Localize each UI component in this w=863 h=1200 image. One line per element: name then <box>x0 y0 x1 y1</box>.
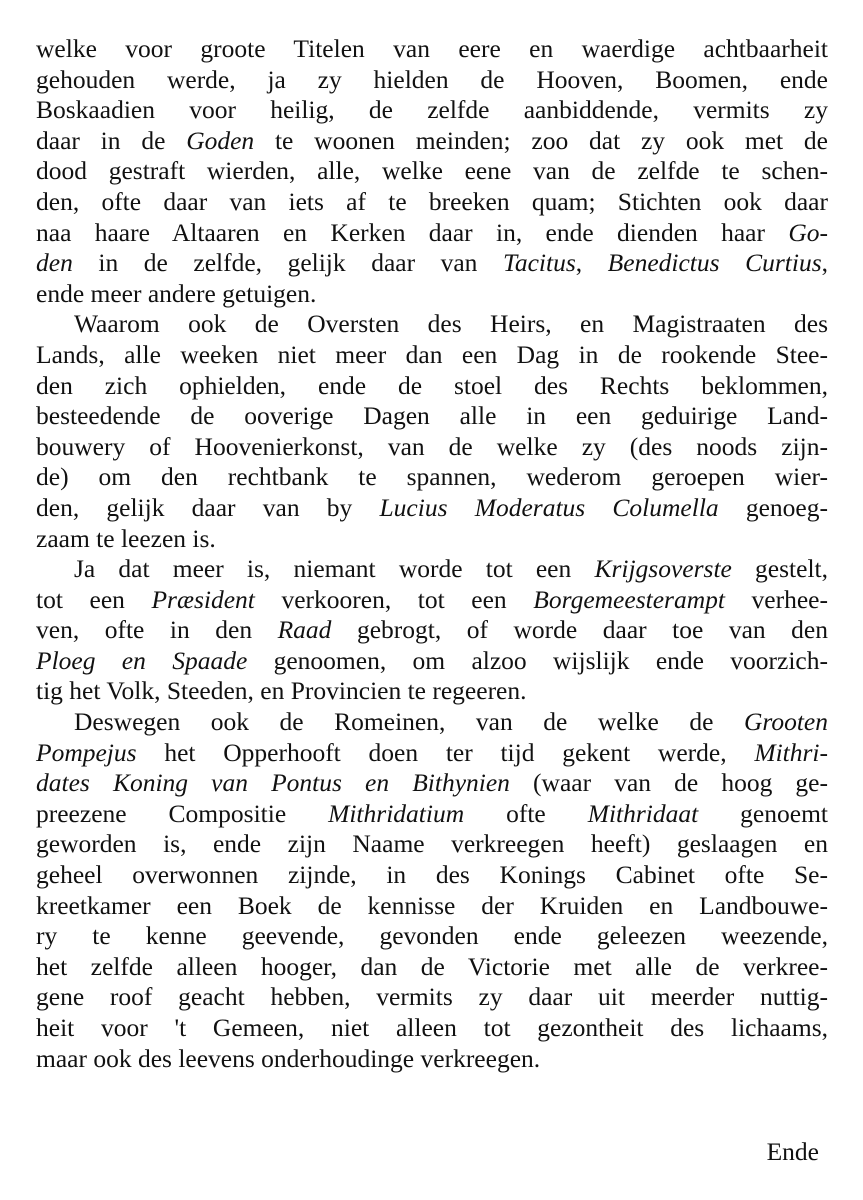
text-line <box>36 891 828 922</box>
text-segment: den, ofte daar van iets af te breeken quam; Stichten ook daar <box>36 186 828 216</box>
text-line <box>36 309 828 340</box>
text-line <box>36 860 828 891</box>
text-segment: in de zelfde, gelijk daar van <box>72 248 503 278</box>
text-segment: verhee- <box>724 584 828 614</box>
text-segment: gestelt, <box>731 554 828 584</box>
catchword: Ende <box>766 1137 819 1166</box>
text-segment: (waar van de hoog ge- <box>509 768 828 798</box>
text-segment: gene roof geacht hebben, vermits zy daar uit meerder nuttig- <box>36 982 828 1012</box>
italic-text: Mithridatium <box>328 798 465 828</box>
italic-text: Lucius Moderatus Columella <box>379 492 719 522</box>
text-segment: het zelfde alleen hooger, dan de Victorie met alle de verkree- <box>36 951 828 981</box>
text-line <box>36 554 828 585</box>
text-line <box>36 248 828 279</box>
text-segment: genoeg- <box>718 492 828 522</box>
text-line <box>36 156 828 187</box>
italic-text: Goden <box>186 125 255 155</box>
text-segment: ofte <box>464 798 588 828</box>
italic-text: Krijgsoverste <box>594 554 732 584</box>
text-line <box>36 768 828 799</box>
text-segment: gehouden werde, ja zy hielden de Hooven, Boomen, ende <box>36 64 828 94</box>
italic-text: Pompejus <box>36 737 137 767</box>
text-line <box>36 218 828 249</box>
text-line <box>36 279 828 310</box>
text-line <box>36 646 828 677</box>
italic-text: Benedictus Curtius <box>607 248 822 278</box>
text-segment: Ja dat meer is, niemant worde tot een <box>74 554 595 584</box>
italic-text: Borgemeesterampt <box>533 584 725 614</box>
text-line <box>36 799 828 830</box>
body-text <box>36 34 828 1074</box>
text-segment: geheel overwonnen zijnde, in des Konings Cabinet ofte Se- <box>36 860 828 890</box>
text-segment: Lands, alle weeken niet meer dan een Dag in de rookende Stee- <box>36 339 828 369</box>
text-segment: naa haare Altaaren en Kerken daar in, ende dienden haar <box>36 217 789 247</box>
text-segment: welke voor groote Titelen van eere en waerdige achtbaarheit <box>36 34 828 63</box>
text-segment: dood gestraft wierden, alle, welke eene van de zelfde te schen- <box>36 156 828 186</box>
italic-text: den <box>36 248 73 278</box>
text-segment: verkooren, tot een <box>254 584 534 614</box>
italic-text: dates Koning van Pontus en Bithynien <box>36 768 510 798</box>
text-line <box>36 340 828 371</box>
text-segment: den, gelijk daar van by <box>36 492 380 522</box>
text-line <box>36 34 828 65</box>
text-segment: Deswegen ook de Romeinen, van de welke de <box>74 707 744 737</box>
text-segment: Boskaadien voor heilig, de zelfde aanbiddende, vermits zy <box>36 95 828 125</box>
text-segment: bouwery of Hoovenierkonst, van de welke zy (des noods zijn- <box>36 431 828 461</box>
text-segment: gebrogt, of worde daar toe van den <box>331 615 828 645</box>
text-segment: kreetkamer een Boek de kennisse der Kruiden en Landbouwe- <box>36 890 828 920</box>
text-line <box>36 738 828 769</box>
italic-text: Raad <box>277 615 332 645</box>
text-line <box>36 524 828 555</box>
text-line <box>36 1013 828 1044</box>
italic-text: Grooten <box>743 707 828 737</box>
text-segment: de) om den rechtbank te spannen, wederom geroepen wier- <box>36 462 828 492</box>
text-line <box>36 432 828 463</box>
italic-text: Ploeg en Spaade <box>36 645 248 675</box>
text-segment: geworden is, ende zijn Naame verkreegen heeft) geslaagen en <box>36 829 828 859</box>
text-segment: , <box>821 248 828 278</box>
text-segment: besteedende de ooverige Dagen alle in een geduirige Land- <box>36 401 828 431</box>
italic-text: Mithri- <box>754 737 828 767</box>
text-line <box>36 187 828 218</box>
text-line <box>36 676 828 707</box>
text-segment: tot een <box>36 584 152 614</box>
italic-text: Tacitus <box>502 248 576 278</box>
text-line <box>36 493 828 524</box>
text-line <box>36 65 828 96</box>
text-line <box>36 921 828 952</box>
text-segment: , <box>575 248 608 278</box>
text-line <box>36 707 828 738</box>
text-line <box>36 952 828 983</box>
text-segment: den zich ophielden, ende de stoel des Rechts beklommen, <box>36 370 828 400</box>
text-segment: genoemt <box>698 798 828 828</box>
text-line <box>36 462 828 493</box>
text-line <box>36 585 828 616</box>
text-line <box>36 829 828 860</box>
text-segment: ende meer andere getuigen. <box>36 278 317 308</box>
text-line <box>36 982 828 1013</box>
text-segment: ven, ofte in den <box>36 615 278 645</box>
text-line <box>36 401 828 432</box>
text-segment: daar in de <box>36 125 187 155</box>
italic-text: Mithridaat <box>587 798 699 828</box>
text-segment: maar ook des leevens onderhoudinge verkreegen. <box>36 1043 541 1073</box>
text-line <box>36 126 828 157</box>
text-segment: ry te kenne geevende, gevonden ende geleezen weezende, <box>36 921 828 951</box>
text-segment: Waarom ook de Oversten des Heirs, en Magistraaten des <box>74 309 828 339</box>
text-line <box>36 1044 828 1075</box>
text-segment: het Opperhooft doen ter tijd gekent werde, <box>136 737 755 767</box>
italic-text: Go- <box>788 217 828 247</box>
text-segment: genoomen, om alzoo wijslijk ende voorzich- <box>247 645 828 675</box>
text-segment: zaam te leezen is. <box>36 523 216 553</box>
text-segment: preezene Compositie <box>36 798 329 828</box>
text-line <box>36 371 828 402</box>
text-segment: te woonen meinden; zoo dat zy ook met de <box>254 125 829 155</box>
text-segment: heit voor 't Gemeen, niet alleen tot gezontheit des lichaams, <box>36 1013 828 1042</box>
italic-text: Præsident <box>151 584 255 614</box>
text-line <box>36 95 828 126</box>
text-segment: tig het Volk, Steeden, en Provincien te regeeren. <box>36 676 527 706</box>
text-line <box>36 615 828 646</box>
